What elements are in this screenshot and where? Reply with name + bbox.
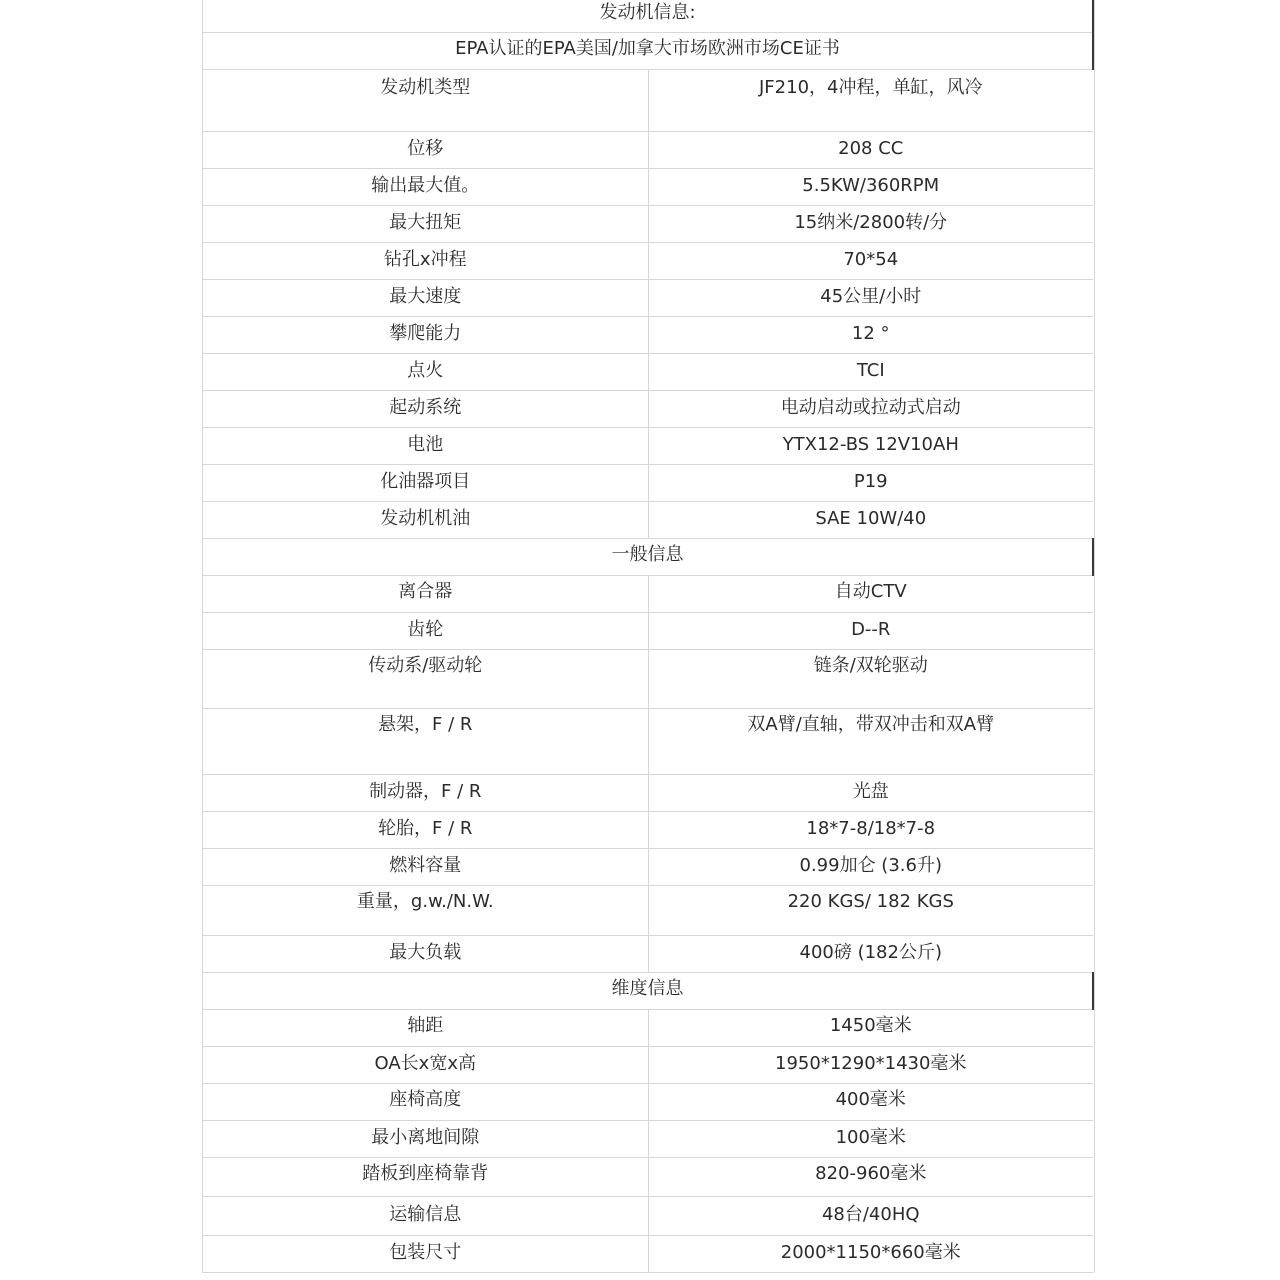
row-value: 400毫米 <box>648 1084 1093 1121</box>
row-value: 2000*1150*660毫米 <box>648 1236 1093 1273</box>
row-label: 制动器，F / R <box>203 775 648 812</box>
table-row <box>203 502 1093 539</box>
table-row <box>203 428 1093 465</box>
row-value: TCI <box>648 354 1093 391</box>
row-label: 发动机类型 <box>203 70 648 132</box>
certification-row <box>203 33 1093 70</box>
row-label: 轮胎，F / R <box>203 812 648 849</box>
section-header-general <box>203 539 1093 576</box>
table-row <box>203 1010 1093 1047</box>
row-value: 12 ° <box>648 317 1093 354</box>
table-row <box>203 1084 1093 1121</box>
section-title: 维度信息 <box>203 973 1093 1010</box>
table-row <box>203 709 1093 775</box>
row-label: 重量，g.w./N.W. <box>203 886 648 936</box>
row-value: 0.99加仑 (3.6升) <box>648 849 1093 886</box>
row-label: 座椅高度 <box>203 1084 648 1121</box>
row-label: 最小离地间隙 <box>203 1121 648 1158</box>
row-label: 起动系统 <box>203 391 648 428</box>
row-value: 双A臂/直轴，带双冲击和双A臂 <box>648 709 1093 775</box>
table-row <box>203 280 1093 317</box>
table-row <box>203 936 1093 973</box>
row-label: 最大负载 <box>203 936 648 973</box>
row-value: SAE 10W/40 <box>648 502 1093 539</box>
row-value: 220 KGS/ 182 KGS <box>648 886 1093 936</box>
table-row <box>203 465 1093 502</box>
row-value: 100毫米 <box>648 1121 1093 1158</box>
row-label: 位移 <box>203 132 648 169</box>
row-label: 轴距 <box>203 1010 648 1047</box>
section-header-dimensions <box>203 973 1093 1010</box>
row-value: 400磅 (182公斤) <box>648 936 1093 973</box>
row-value: 电动启动或拉动式启动 <box>648 391 1093 428</box>
row-label: 离合器 <box>203 576 648 613</box>
table-row <box>203 1236 1093 1273</box>
section-header-engine <box>203 0 1093 33</box>
table-row <box>203 70 1093 132</box>
row-label: 燃料容量 <box>203 849 648 886</box>
row-label: 攀爬能力 <box>203 317 648 354</box>
row-label: 传动系/驱动轮 <box>203 650 648 709</box>
table-row <box>203 1047 1093 1084</box>
row-value: 45公里/小时 <box>648 280 1093 317</box>
row-label: 电池 <box>203 428 648 465</box>
table-row <box>203 613 1093 650</box>
row-label: 输出最大值。 <box>203 169 648 206</box>
row-value: 18*7-8/18*7-8 <box>648 812 1093 849</box>
row-value: 1450毫米 <box>648 1010 1093 1047</box>
table-row <box>203 132 1093 169</box>
table-row <box>203 206 1093 243</box>
row-label: 化油器项目 <box>203 465 648 502</box>
row-value: 820-960毫米 <box>648 1158 1093 1197</box>
section-title: 发动机信息: <box>203 0 1093 33</box>
table-row <box>203 1158 1093 1197</box>
section-title: 一般信息 <box>203 539 1093 576</box>
table-row <box>203 650 1093 709</box>
table-row <box>203 243 1093 280</box>
row-value: 光盘 <box>648 775 1093 812</box>
table-row <box>203 1121 1093 1158</box>
table-row <box>203 775 1093 812</box>
row-label: 齿轮 <box>203 613 648 650</box>
row-label: 踏板到座椅靠背 <box>203 1158 648 1197</box>
row-label: 最大扭矩 <box>203 206 648 243</box>
row-value: P19 <box>648 465 1093 502</box>
certification-text: EPA认证的EPA美国/加拿大市场欧洲市场CE证书 <box>203 33 1093 70</box>
row-label: 悬架，F / R <box>203 709 648 775</box>
spec-table <box>203 0 1094 1273</box>
table-row <box>203 812 1093 849</box>
row-value: 5.5KW/360RPM <box>648 169 1093 206</box>
row-label: 钻孔x冲程 <box>203 243 648 280</box>
table-row <box>203 317 1093 354</box>
row-label: 最大速度 <box>203 280 648 317</box>
row-value: 自动CTV <box>648 576 1093 613</box>
row-value: 1950*1290*1430毫米 <box>648 1047 1093 1084</box>
table-row <box>203 1197 1093 1236</box>
table-row <box>203 169 1093 206</box>
row-label: 点火 <box>203 354 648 391</box>
row-value: 208 CC <box>648 132 1093 169</box>
row-value: YTX12-BS 12V10AH <box>648 428 1093 465</box>
table-row <box>203 354 1093 391</box>
row-label: 运输信息 <box>203 1197 648 1236</box>
row-value: 70*54 <box>648 243 1093 280</box>
row-value: 链条/双轮驱动 <box>648 650 1093 709</box>
table-row <box>203 391 1093 428</box>
row-label: 发动机机油 <box>203 502 648 539</box>
row-value: 48台/40HQ <box>648 1197 1093 1236</box>
table-row <box>203 886 1093 936</box>
row-value: JF210，4冲程，单缸，风冷 <box>648 70 1093 132</box>
table-row <box>203 849 1093 886</box>
row-label: 包装尺寸 <box>203 1236 648 1273</box>
spec-sheet <box>202 0 1095 1273</box>
row-value: 15纳米/2800转/分 <box>648 206 1093 243</box>
row-value: D--R <box>648 613 1093 650</box>
table-row <box>203 576 1093 613</box>
row-label: OA长x宽x高 <box>203 1047 648 1084</box>
